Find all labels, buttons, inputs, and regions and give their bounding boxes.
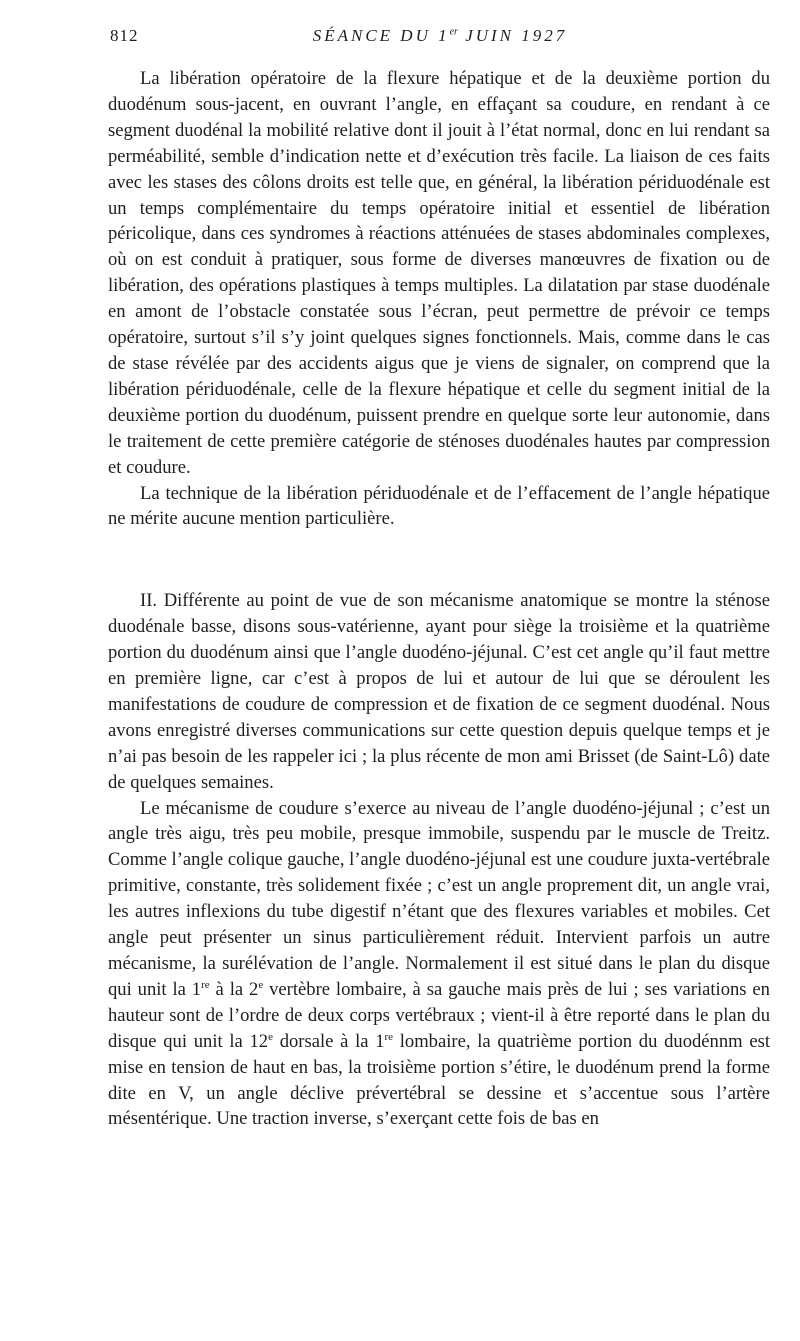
- paragraph-4-part-4: dorsale à la 1: [272, 1030, 385, 1052]
- running-title: [110, 26, 770, 46]
- paragraph-3-section-ii: II. Différente au point de vue de son mécanisme anatomique se montre la sténose duodénale basse, disons sous-vatérienne, ayant pour siège la troisième et la quatrième portion du duodénum ainsi que l’angle duodéno-jéjunal. C’est cet angle qu’il faut mettre en première ligne, car c’est à propos de lui et autour de lui que se déroulent les manifestations de coudure de compression et de fixation de ce segment duodénal. Nous avons enregistré diverses communications sur cette question depuis quelque temps et je n’ai pas besoin de les rappeler ici ; la plus récente de mon ami Brisset (de Saint-Lô) date de quelques semaines.: [108, 590, 770, 793]
- paragraph-1: La libération opératoire de la flexure hépatique et de la deuxième portion du duodénum sous-jacent, en ouvrant l’angle, en effaçant sa coudure, en rendant à ce segment duodénal la mobilité relative dont il jouit à l’état normal, donc en lui rendant sa perméabilité, semble d’indication nette et d’exécution très facile. La liaison de ces faits avec les stases des côlons droits est telle que, en général, la libération périduodénale est un temps complémentaire du temps opératoire initial et essentiel de libération péricolique, dans ces syndromes à réactions atténuées de stases abdominales complexes, où on est conduit à pratiquer, sous forme de diverses manœuvres de fixation ou de libération, des opérations plastiques à temps multiples. La dilatation par stase duodénale en amont de l’obstacle constatée sous l’écran, peut permettre de prévoir ce temps opératoire, surtout s’il s’y joint quelques signes fonctionnels. Mais, comme dans le cas de stase révélée par des accidents aigus que je viens de signaler, on comprend que la libération périduodénale, celle de la flexure hépatique et celle du segment initial de la deuxième portion du duodénum, puissent prendre en quelque sorte leur autonomie, dans le traitement de cette première catégorie de sténoses duodénales hautes par compression et coudure.: [108, 68, 770, 478]
- superscript-3: e: [268, 1030, 273, 1043]
- paragraph-2: La technique de la libération périduodénale et de l’effacement de l’angle hépatique ne mérite aucune mention particulière.: [108, 482, 770, 530]
- paragraph-4-part-2: à la 2: [209, 978, 259, 1000]
- body-text: [108, 66, 770, 1132]
- paragraph-4-part-3: vertèbre lombaire, à sa gauche mais près de lui ; ses variations en hauteur sont de l’ordre de deux corps vertébraux ; vient-il à être reporté dans le plan du disque qui unit la 12: [108, 978, 770, 1052]
- running-title-day: 1: [438, 26, 450, 45]
- running-title-text: SÉANCE DU: [312, 26, 431, 45]
- paragraph-4: [108, 796, 770, 1133]
- running-title-date: JUIN 1927: [465, 26, 568, 45]
- superscript-1: re: [201, 978, 210, 991]
- page-number: 812: [110, 26, 139, 45]
- paragraph-4-part-1: Le mécanisme de coudure s’exerce au niveau de l’angle duodéno-jéjunal ; c’est un angle très aigu, très peu mobile, presque immobile, suspendu par le muscle de Treitz. Comme l’angle colique gauche, l’angle duodéno-jéjunal est une coudure juxta-vertébrale primitive, constante, très solidement fixée ; c’est un angle proprement dit, un angle vrai, les autres inflexions du tube digestif n’étant que des flexures variables et mobiles. Cet angle peut présenter un sinus particulièrement réduit. Intervient parfois un autre mécanisme, la surélévation de l’angle. Normalement il est situé dans le plan du disque qui unit la 1: [108, 797, 770, 1000]
- superscript-4: re: [384, 1030, 394, 1043]
- superscript-2: e: [258, 978, 264, 991]
- running-title-day-suffix: er: [449, 26, 458, 38]
- paragraph-4-part-5: lombaire, la quatrième portion du duodénnm est mise en tension de haut en bas, la troisième portion s’étire, le duodénum prend la forme dite en V, un angle déclive prévertébral se dessine et s’accentue sous l’artère mésentérique. Une traction inverse, s’exerçant cette fois de bas en: [108, 1030, 770, 1130]
- page-header: [110, 26, 770, 56]
